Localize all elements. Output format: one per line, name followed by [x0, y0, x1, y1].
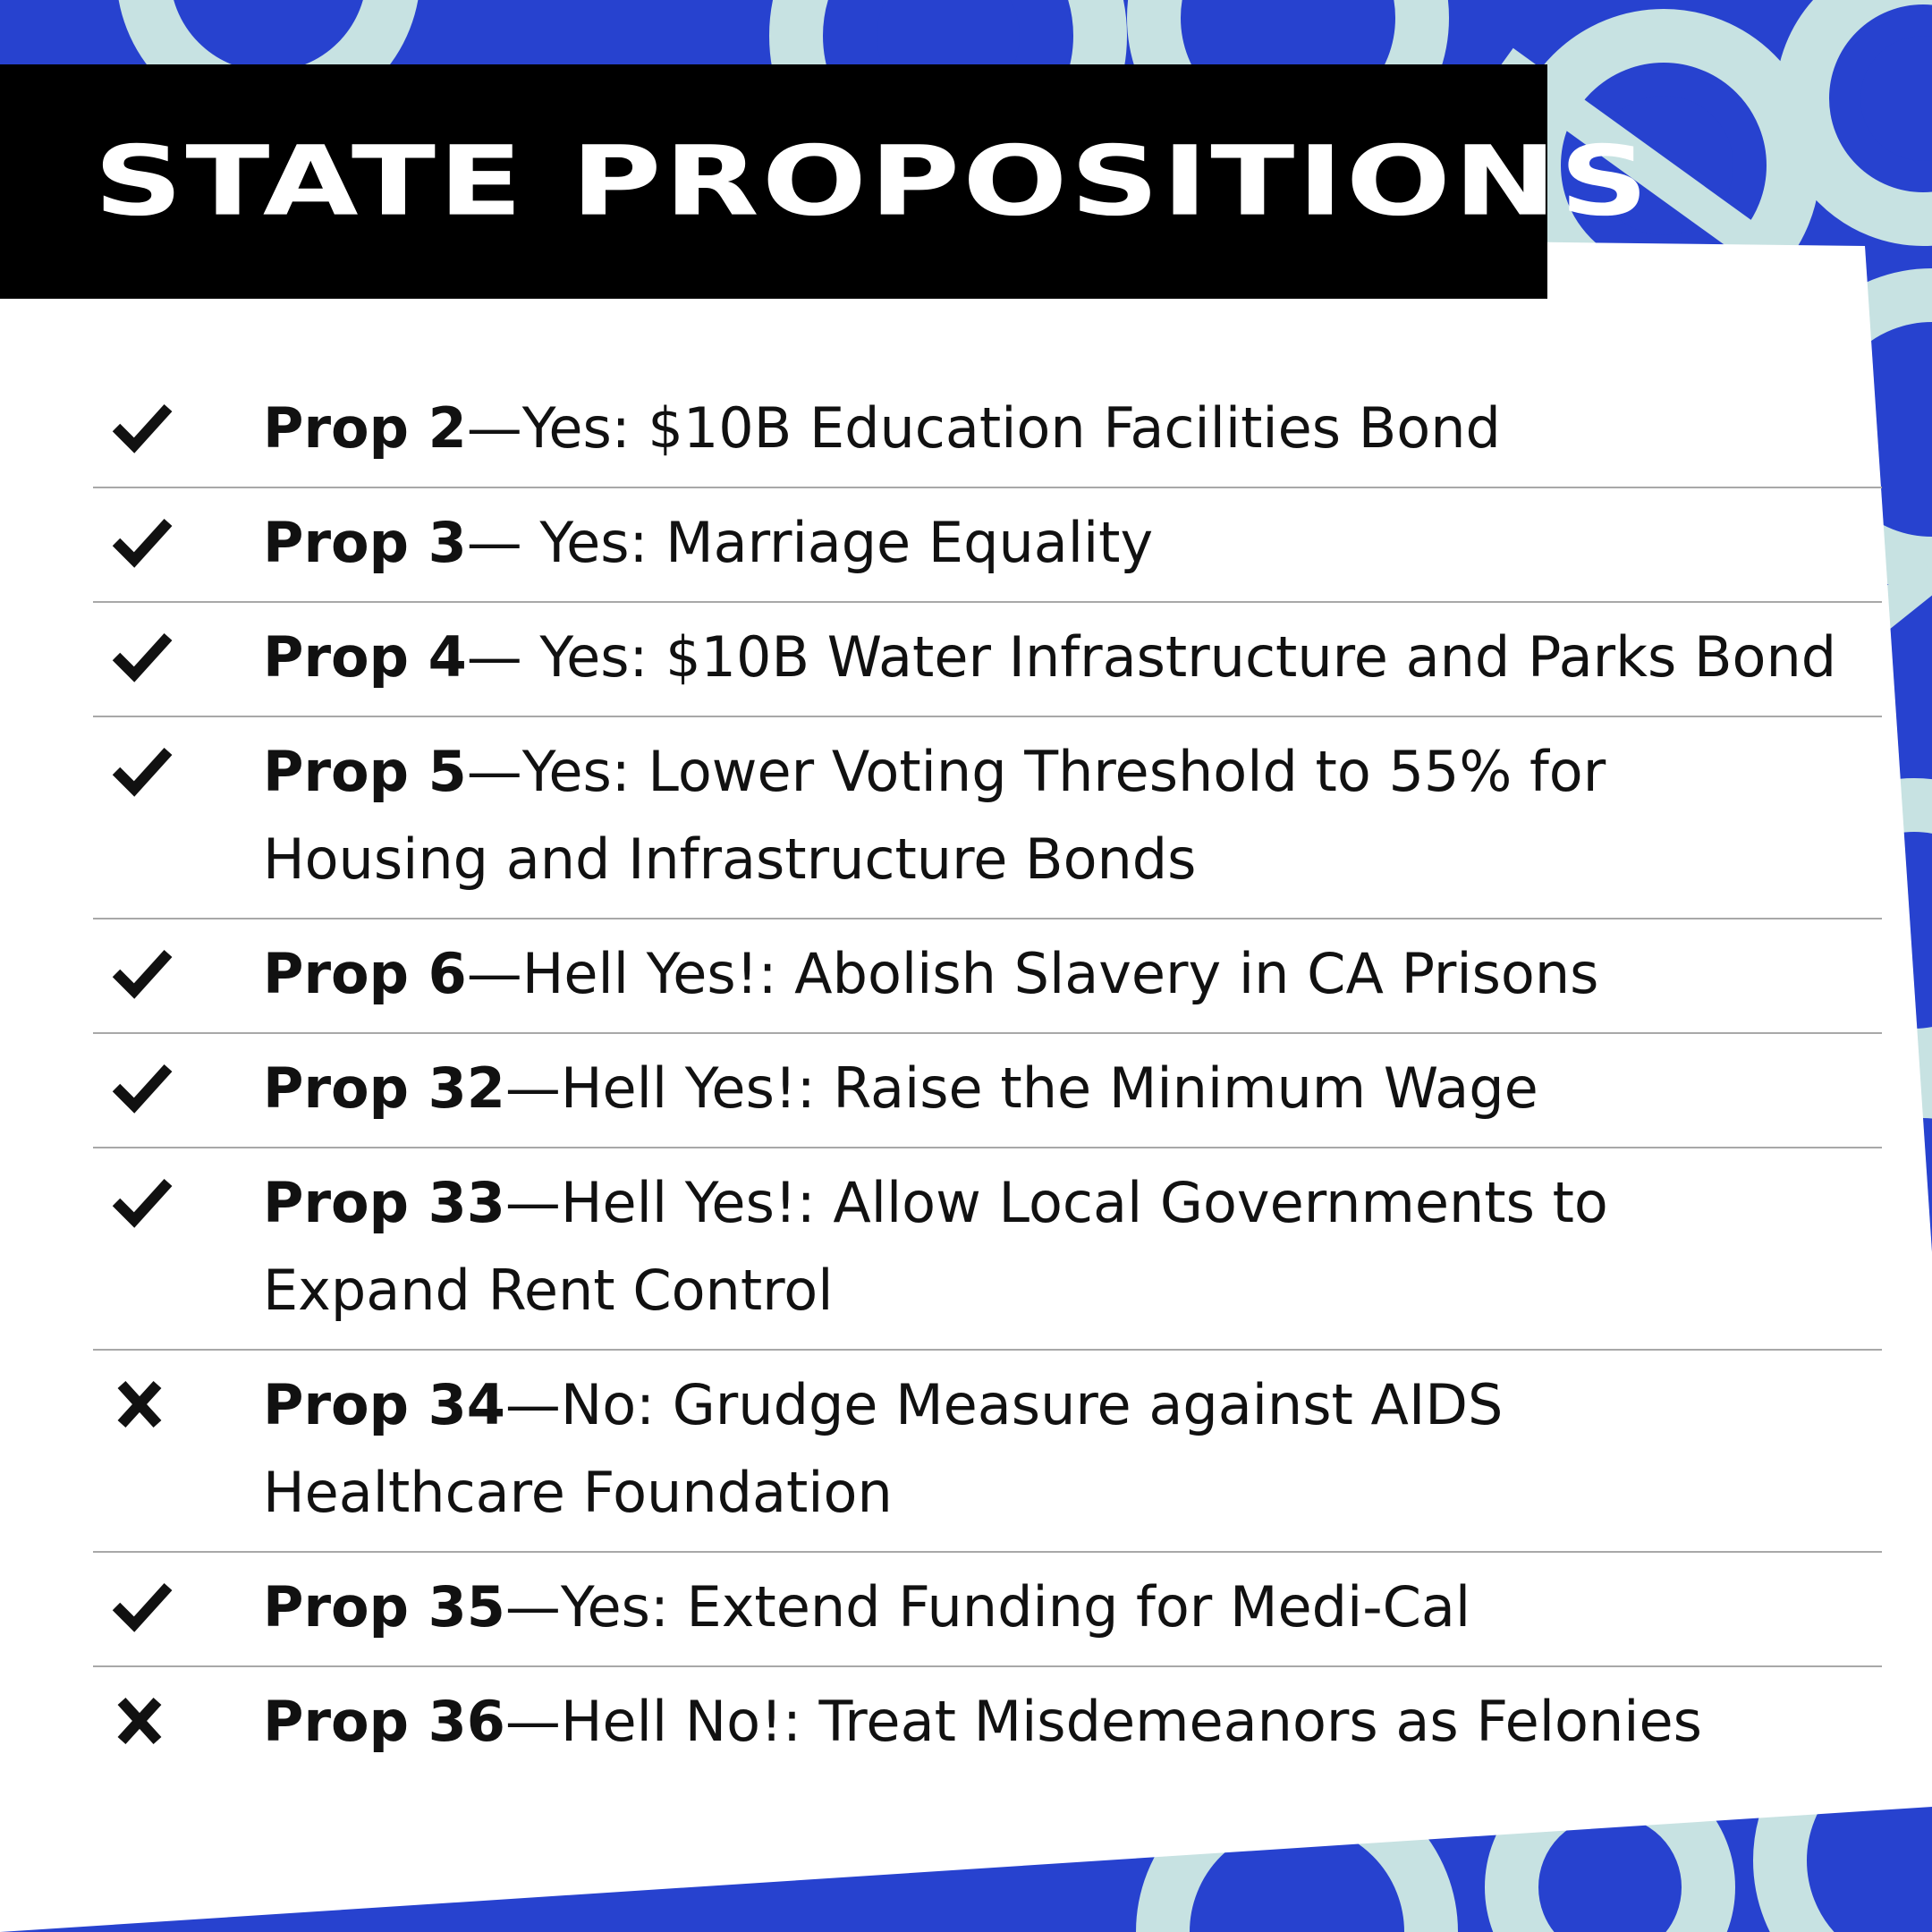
check-icon	[111, 1175, 174, 1229]
prop-description: —Hell Yes!: Allow Local Governments to	[504, 1170, 1608, 1235]
list-item	[93, 1148, 1882, 1351]
x-icon	[111, 1377, 174, 1431]
prop-number: Prop 5	[263, 739, 467, 804]
list-item	[93, 717, 1882, 919]
prop-number: Prop 6	[263, 941, 467, 1006]
check-icon	[111, 630, 174, 683]
prop-number: Prop 32	[263, 1055, 505, 1121]
prop-number: Prop 2	[263, 395, 467, 461]
prop-number: Prop 36	[263, 1689, 505, 1754]
prop-description: —Hell Yes!: Raise the Minimum Wage	[504, 1055, 1538, 1121]
prop-description: —Yes: $10B Education Facilities Bond	[466, 395, 1501, 461]
check-icon	[111, 401, 174, 454]
check-icon	[111, 515, 174, 569]
prop-number: Prop 3	[263, 510, 467, 575]
prop-description: —Yes: Lower Voting Threshold to 55% for	[466, 739, 1606, 804]
x-icon	[111, 1694, 174, 1748]
check-icon	[111, 744, 174, 798]
prop-description: —Hell No!: Treat Misdemeanors as Felonies	[504, 1689, 1702, 1754]
list-item	[93, 919, 1882, 1034]
list-item	[93, 603, 1882, 717]
prop-description: —Yes: Extend Funding for Medi-Cal	[504, 1574, 1471, 1640]
list-item	[93, 1553, 1882, 1667]
prop-description: —Hell Yes!: Abolish Slavery in CA Prisons	[466, 941, 1599, 1006]
check-icon	[111, 946, 174, 1000]
list-item	[93, 374, 1882, 488]
prop-number: Prop 35	[263, 1574, 505, 1640]
prop-description: — Yes: $10B Water Infrastructure and Parks Bond	[466, 624, 1837, 690]
prop-number: Prop 33	[263, 1170, 505, 1235]
prop-description: — Yes: Marriage Equality	[466, 510, 1154, 575]
prop-description-continued: Healthcare Foundation	[263, 1460, 893, 1525]
page-title: STATE PROPOSITIONS	[94, 124, 1651, 238]
list-item	[93, 1351, 1882, 1553]
list-item	[93, 1667, 1882, 1780]
list-item	[93, 488, 1882, 603]
list-item	[93, 1034, 1882, 1148]
prop-number: Prop 4	[263, 624, 467, 690]
prop-description-continued: Housing and Infrastructure Bonds	[263, 826, 1197, 892]
check-icon	[111, 1061, 174, 1114]
prop-number: Prop 34	[263, 1372, 505, 1437]
propositions-list	[93, 374, 1882, 1780]
prop-description: —No: Grudge Measure against AIDS	[504, 1372, 1504, 1437]
check-icon	[111, 1580, 174, 1633]
title-banner	[0, 64, 1651, 299]
prop-description-continued: Expand Rent Control	[263, 1258, 834, 1323]
